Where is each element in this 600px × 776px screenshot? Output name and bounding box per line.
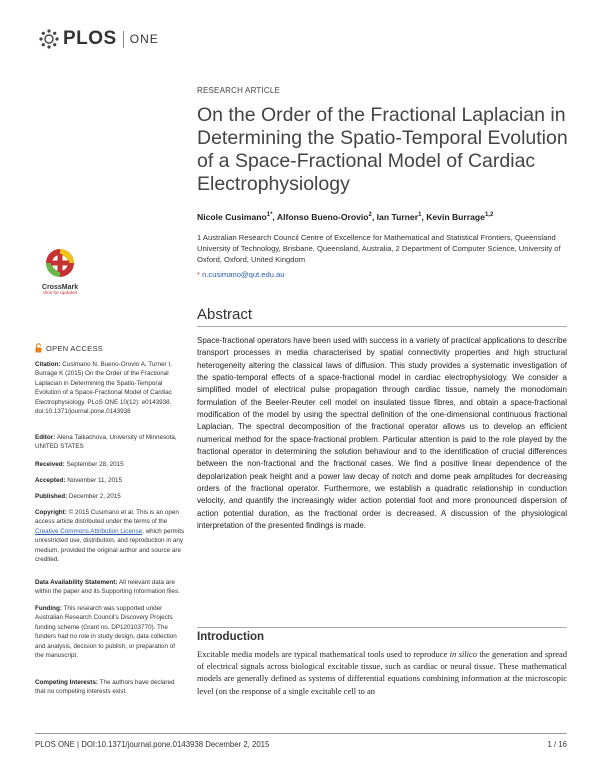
author-name[interactable]: Alfonso Bueno-Orovio: [276, 212, 369, 222]
abstract-text: Space-fractional operators have been used with success in a variety of practical applications to describe transport processes in media characterised by spatial connectivity properties and high structural heterogeneity altering the classical laws of diffusion. This study provides a systematic investigation of the spatio-temporal effects of a space-fractional model in cardiac electrophysiology. We consider a simplified model of electrical pulse propagation through cardiac tissue, namely the monodomain formulation of the Beeler-Reuter cell model on insulated tissue fibres, and obtain a space-fractional modification of the model by using the spectral definition of the one-dimensional continuous fractional Laplacian. The spectral decomposition of the fractional operator allows us to develop an efficient numerical method for the space-fractional problem. Particular attention is paid to the role played by the fractional operator in determining the solution behaviour and to the identification of crucial differences between the non-fractional and the fractional cases. We find a positive linear dependence of the depolarization peak height and a power law decay of notch and dome peak amplitudes for decreasing orders of the fractional operator. Furthermore, we establish a quadratic relationship in conduction velocity, and quantify the increasingly wider action potential foot and more pronounced dispersion of action potential duration, as the fractional order is decreased. A discussion of the physiological interpretation of the presented findings is made.: [197, 336, 567, 531]
open-access-badge: [35, 343, 103, 353]
citation-text: Cusimano N, Bueno-Orovio A, Turner I, Burrage K (2015) On the Order of the Fractional Laplacian in Determining the Spatio-Temporal Evolution of a Space-Fractional Model of Cardiac Electrophysiology. PLoS ONE 10(12): e0143938. doi:10.1371/journal.pone.0143938: [35, 361, 172, 416]
copyright-text: © 2015 Cusimano et al. This is an open access article distributed under the terms of the: [35, 509, 179, 526]
funding-block: [35, 604, 185, 660]
copyright-label: Copyright:: [35, 509, 67, 516]
intro-text-start: Excitable media models are typical mathematical tools used to reproduce: [197, 649, 450, 659]
editor-block: [35, 433, 185, 452]
introduction-heading: Introduction: [197, 631, 265, 643]
citation-label: Citation:: [35, 361, 61, 368]
competing-interests-block: [35, 678, 185, 697]
received-label: Received:: [35, 461, 65, 468]
funding-label: Funding:: [35, 605, 62, 612]
open-lock-icon: [35, 343, 42, 353]
abstract-heading: Abstract: [197, 306, 253, 323]
published-label: Published:: [35, 493, 68, 500]
author-affiliation-sup: 1*: [266, 212, 273, 219]
email-address[interactable]: n.cusimano@qut.edu.au: [199, 270, 285, 279]
received-block: [35, 460, 185, 469]
editor-text: Alena Talkachova, University of Minnesota, UNITED STATES: [35, 434, 177, 451]
journal-name: ONE: [129, 32, 159, 46]
plos-one-logo[interactable]: [38, 28, 159, 50]
open-access-label: OPEN ACCESS: [46, 343, 104, 353]
crossmark-icon: [45, 248, 75, 278]
plos-dots-icon: [38, 28, 60, 50]
author-name[interactable]: Ian Turner: [376, 212, 419, 222]
competing-interests-text: The authors have declared that no competing interests exist.: [35, 679, 175, 696]
intro-text-rest: the generation and spread of electrical signals across biological excitable tissue, such as cardiac or neural tissue. These mathematical models are generally defined as systems of differential equations combining information at the microscopic level (on the response of a single excitable cell to an: [197, 649, 568, 696]
author-affiliation-sup: 1: [418, 212, 422, 219]
author-list: [197, 212, 493, 222]
introduction-divider: [197, 627, 567, 628]
introduction-text: [197, 648, 567, 697]
received-date: September 28, 2015: [64, 461, 124, 468]
editor-label: Editor:: [35, 434, 56, 441]
data-availability-label: Data Availability Statement:: [35, 579, 118, 586]
corresponding-email[interactable]: [197, 270, 285, 279]
copyright-block: [35, 508, 185, 564]
author-separator: ,: [371, 212, 377, 222]
article-title: On the Order of the Fractional Laplacian in Determining the Spatio-Temporal Evolution of a Space-Fractional Model of Cardiac Electrophysiology: [197, 104, 568, 195]
published-block: [35, 492, 185, 501]
crossmark-badge[interactable]: [34, 248, 86, 296]
author-separator: ,: [272, 212, 277, 222]
data-availability-text: All relevant data are within the paper and its Supporting Information files.: [35, 579, 180, 596]
brand-name: PLOS: [63, 28, 117, 49]
logo-divider: [123, 31, 124, 48]
citation-block: [35, 360, 185, 416]
affiliations: 1 Australian Research Council Centre of Excellence for Mathematical and Statistical Frontiers, Queensland University of Technology, Brisbane, Queensland, Australia, 2 Department of Computer Science, University of Oxford, Oxford, United Kingdom: [197, 233, 561, 264]
author-affiliation-sup: 2: [368, 212, 372, 219]
page-number: 1 / 16: [547, 740, 567, 749]
published-date: December 2, 2015: [67, 493, 121, 500]
competing-interests-label: Competing Interests:: [35, 679, 98, 686]
author-affiliation-sup: 1,2: [484, 212, 494, 219]
accepted-date: November 11, 2015: [65, 477, 123, 484]
author-separator: ,: [421, 212, 427, 222]
article-type-label: RESEARCH ARTICLE: [197, 86, 281, 95]
abstract-divider: [197, 326, 567, 327]
footer-divider: [35, 733, 567, 734]
license-link[interactable]: Creative Commons Attribution License: [35, 527, 143, 535]
crossmark-sublabel: click for updates: [42, 291, 78, 296]
footer-citation: PLOS ONE | DOI:10.1371/journal.pone.0143938 December 2, 2015: [35, 740, 270, 749]
crossmark-label: CrossMark: [41, 284, 79, 291]
intro-italic-term: in silico: [449, 649, 477, 659]
accepted-block: [35, 476, 185, 485]
data-availability-block: [35, 578, 185, 597]
author-name[interactable]: Kevin Burrage: [426, 212, 485, 222]
author-name[interactable]: Nicole Cusimano: [197, 212, 267, 222]
accepted-label: Accepted:: [35, 477, 66, 484]
copyright-text-end: , which permits unrestricted use, distribution, and reproduction in any medium, provided the original author and source are credited.: [35, 527, 185, 564]
email-star: *: [197, 270, 200, 279]
funding-text: This research was supported under Australian Research Council's Discovery Projects funding scheme (Grant no. DP120103770). The funders had no role in study design, data collection and analysis, decision to publish, or preparation of the manuscript.: [35, 605, 177, 660]
